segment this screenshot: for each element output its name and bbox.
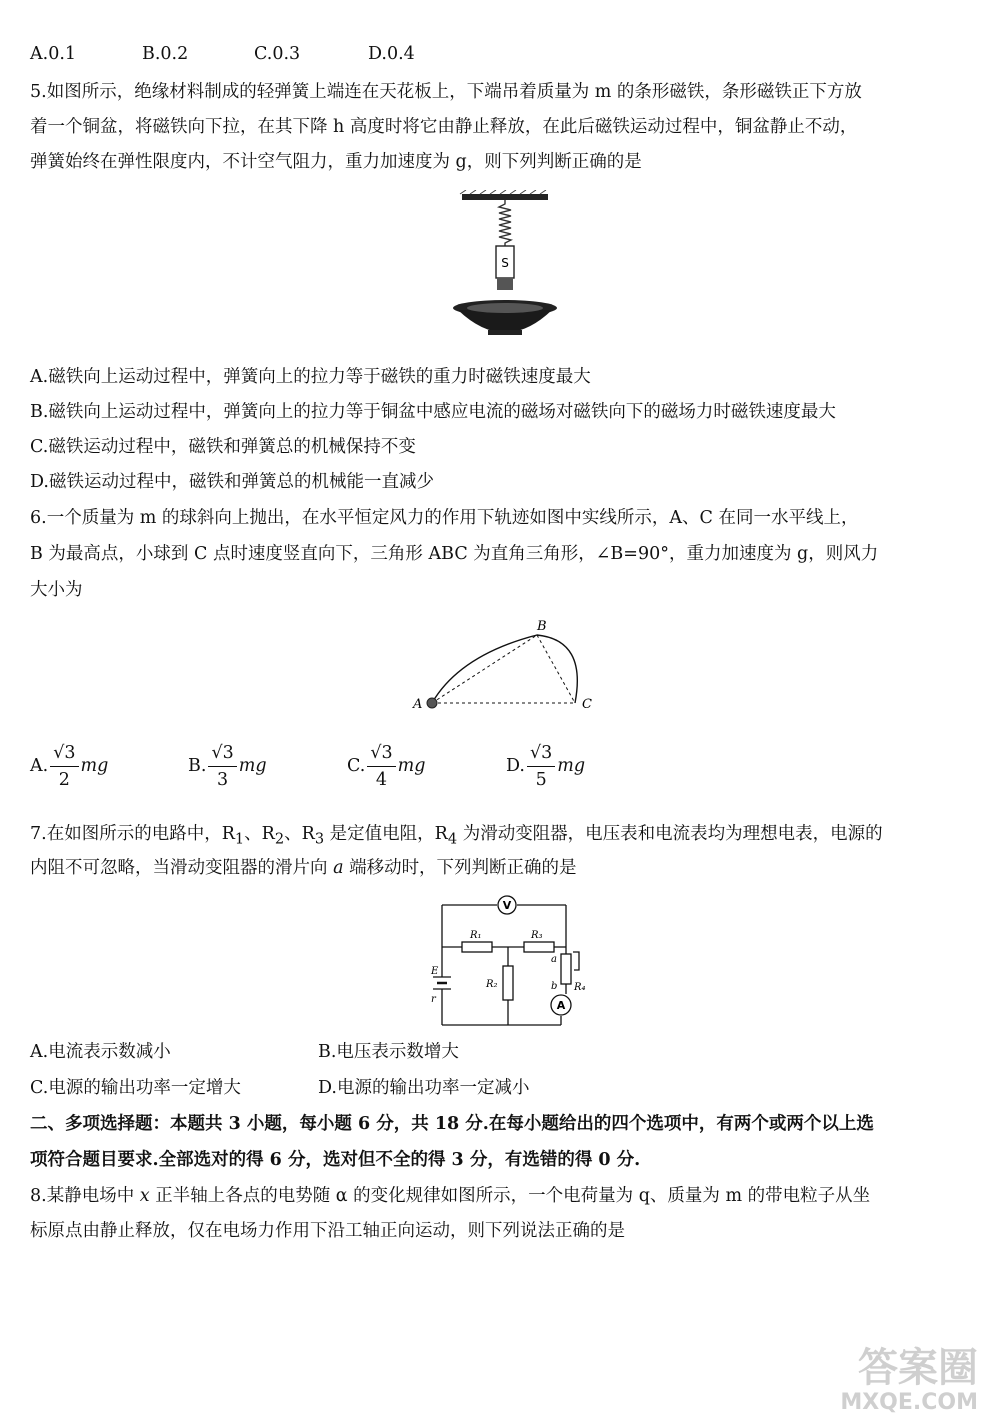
label-r: r: [431, 994, 436, 1005]
q8-text-b: 正半轴上各点的电势随 α 的变化规律如图所示，一个电荷量为 q、质量为 m 的带电粒子从坐: [149, 1186, 871, 1206]
q5-stem-line-3: 弹簧始终在弹性限度内，不计空气阻力，重力加速度为 g，则下列判断正确的是: [30, 152, 642, 172]
q6-option-b-letter: B.: [188, 756, 207, 776]
q6-option-c: [347, 740, 425, 793]
label-r2: R₂: [486, 979, 498, 990]
q8-stem-line-1: [30, 1184, 870, 1208]
label-e: E: [431, 966, 439, 977]
q4-option-d: D.0.4: [368, 44, 415, 64]
q7-text-f: 内阻不可忽略，当滑动变阻器的滑片向: [30, 858, 334, 878]
spring: [499, 200, 511, 246]
q7-text-d: 是定值电阻，R: [324, 824, 448, 844]
q7-text-c: 、R: [284, 824, 315, 844]
q7-text-b: 、R: [244, 824, 275, 844]
q5-option-d: D.磁铁运动过程中，磁铁和弹簧总的机械能一直减少: [30, 472, 434, 492]
line-ab: [432, 635, 537, 703]
q6-option-b-tail: mg: [238, 756, 267, 776]
q7-option-d: D.电源的输出功率一定减小: [318, 1078, 530, 1098]
q7-stem-line-2: [30, 856, 577, 880]
q4-option-c: C.0.3: [254, 44, 301, 64]
q4-option-a: A.0.1: [30, 44, 77, 64]
q7-option-a: A.电流表示数减小: [30, 1042, 171, 1062]
label-a-terminal: a: [551, 954, 557, 965]
q7-sub-4: 4: [447, 830, 458, 848]
q6-option-b-den: 3: [217, 770, 229, 790]
label-b-terminal: b: [551, 981, 558, 992]
q8-stem-line-2: 标原点由静止释放，仅在电场力作用下沿工轴正向运动，则下列说法正确的是: [30, 1221, 625, 1241]
q5-stem-line-1: 5.如图所示，绝缘材料制成的轻弹簧上端连在天花板上，下端吊着质量为 m 的条形磁铁，条形磁铁正下方放: [30, 82, 862, 102]
resistor-r2: [503, 966, 513, 1000]
q6-option-a-tail: mg: [80, 756, 109, 776]
q7-option-b: B.电压表示数增大: [318, 1042, 459, 1062]
q6-option-b: [188, 740, 267, 793]
ammeter-label: A: [556, 999, 566, 1012]
q7-sub-2: 2: [274, 830, 285, 848]
q6-option-b-num: √3: [208, 740, 236, 767]
ball: [427, 698, 437, 708]
line-bc: [537, 635, 575, 703]
label-r3: R₃: [531, 930, 543, 941]
q7-text-e: 为滑动变阻器，电压表和电流表均为理想电表，电源的: [457, 824, 883, 844]
q6-option-d-letter: D.: [506, 756, 525, 776]
q6-option-c-letter: C.: [347, 756, 366, 776]
watermark-logo-text: 答案圈: [858, 1345, 978, 1391]
q7-var-a: a: [333, 858, 344, 878]
circuit-diagram: [425, 892, 595, 1032]
watermark-url: MXQE.COM: [840, 1390, 978, 1415]
q6-stem-line-3: 大小为: [30, 580, 83, 600]
q5-option-b: B.磁铁向上运动过程中，弹簧向上的拉力等于铜盆中感应电流的磁场对磁铁向下的磁场力时磁铁速度最大: [30, 402, 836, 422]
q6-option-a: [30, 740, 108, 793]
q6-option-a-letter: A.: [30, 756, 49, 776]
ceiling: [462, 194, 548, 200]
trajectory-figure: [405, 615, 605, 715]
q6-option-a-den: 2: [58, 770, 70, 790]
q5-stem-line-2: 着一个铜盆，将磁铁向下拉，在其下降 h 高度时将它由静止释放，在此后磁铁运动过程中，铜盆静止不动，: [30, 117, 858, 137]
q8-text-a: 8.某静电场中: [30, 1186, 140, 1206]
label-r4: R₄: [574, 982, 586, 993]
q7-text-a: 7.在如图所示的电路中，R: [30, 824, 235, 844]
q7-text-g: 端移动时，下列判断正确的是: [343, 858, 577, 878]
spring-magnet-figure: [440, 190, 570, 340]
q6-option-a-num: √3: [50, 740, 78, 767]
q6-option-c-num: √3: [367, 740, 395, 767]
magnet-pole-n: [497, 278, 513, 290]
q4-option-b: B.0.2: [142, 44, 189, 64]
q6-stem-line-2: B 为最高点，小球到 C 点时速度竖直向下，三角形 ABC 为直角三角形，∠B=90°，重力加速度为 g，则风力: [30, 544, 879, 564]
label-r1: R₁: [470, 930, 482, 941]
copper-basin: [453, 300, 557, 335]
rheostat-r4: [561, 954, 571, 984]
resistor-r1: [462, 942, 492, 952]
watermark: [840, 1345, 978, 1415]
magnet-label: S: [501, 256, 509, 270]
q5-option-c: C.磁铁运动过程中，磁铁和弹簧总的机械保持不变: [30, 437, 416, 457]
q7-sub-1: 1: [234, 830, 245, 848]
label-a: A: [413, 697, 423, 712]
q6-option-c-tail: mg: [397, 756, 426, 776]
section2-heading-line-2: 项符合题目要求.全部选对的得 6 分，选对但不全的得 3 分，有选错的得 0 分.: [30, 1150, 641, 1170]
q6-stem-line-1: 6.一个质量为 m 的球斜向上抛出，在水平恒定风力的作用下轨迹如图中实线所示，A、C 在同一水平线上，: [30, 508, 859, 528]
q6-option-d: [506, 740, 585, 793]
q7-option-c: C.电源的输出功率一定增大: [30, 1078, 241, 1098]
q6-option-d-num: √3: [527, 740, 555, 767]
q6-option-d-den: 5: [535, 770, 547, 790]
q7-sub-3: 3: [314, 830, 325, 848]
resistor-r3: [524, 942, 554, 952]
label-b: B: [537, 619, 547, 634]
voltmeter-label: V: [502, 899, 512, 912]
section2-heading-line-1: 二、多项选择题：本题共 3 小题，每小题 6 分，共 18 分.在每小题给出的四个选项中，有两个或两个以上选: [30, 1114, 874, 1134]
q8-var-x: x: [139, 1186, 150, 1206]
q5-option-a: A.磁铁向上运动过程中，弹簧向上的拉力等于磁铁的重力时磁铁速度最大: [30, 367, 591, 387]
q7-stem-line-1: [30, 822, 883, 852]
label-c: C: [582, 697, 592, 712]
q6-option-c-den: 4: [375, 770, 388, 790]
q6-option-d-tail: mg: [557, 756, 586, 776]
